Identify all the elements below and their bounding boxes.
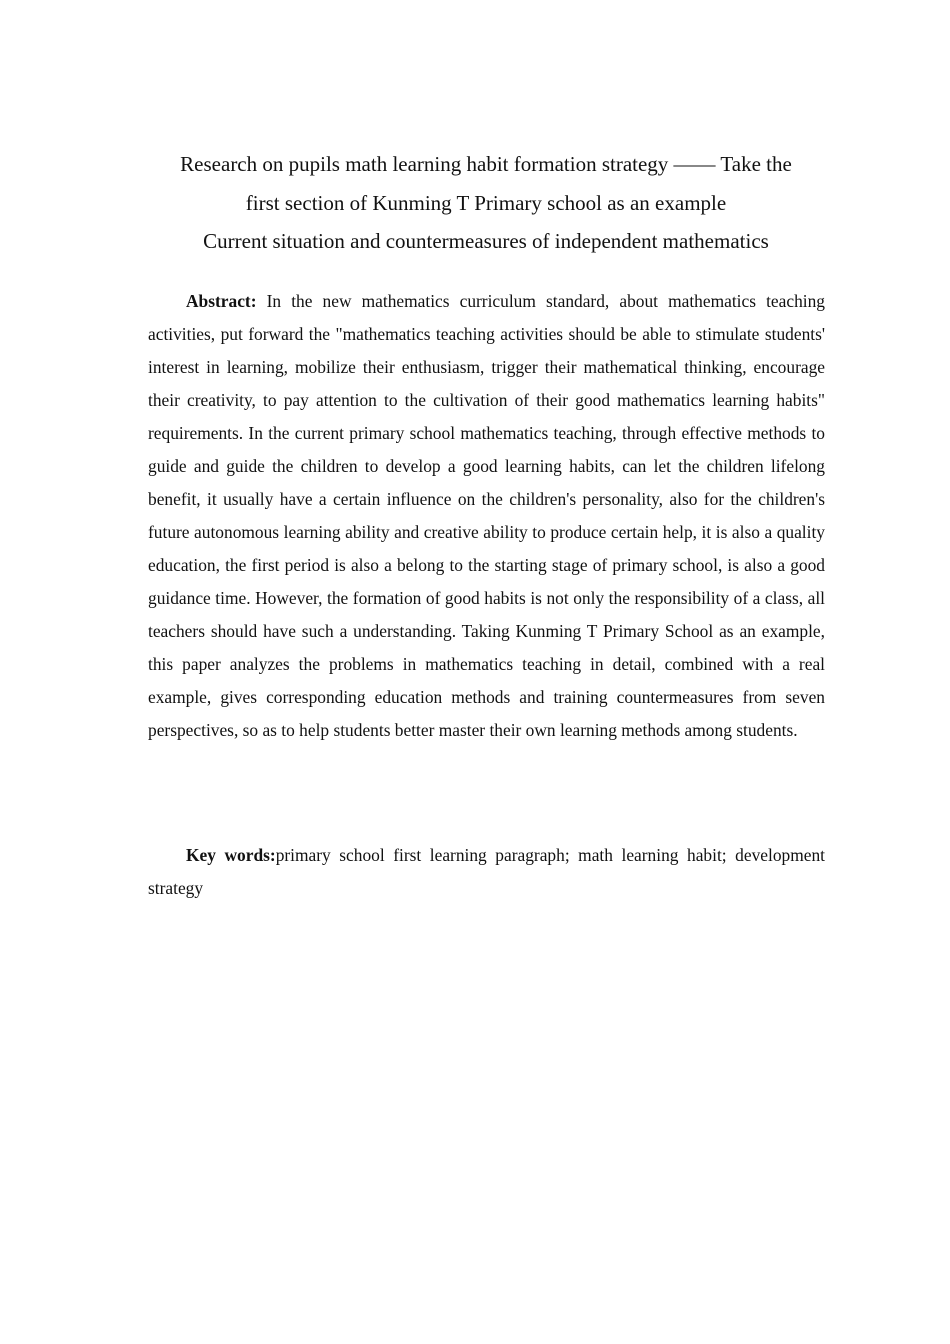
keywords-label: Key words: — [186, 845, 276, 865]
abstract-label: Abstract: — [186, 291, 257, 311]
abstract-paragraph — [148, 285, 825, 747]
abstract-text: In the new mathematics curriculum standard, about mathematics teaching activities, put forward the "mathematics teaching activities should be able to stimulate students' interest in learning, mobilize their enthusiasm, trigger their mathematical thinking, encourage their creativity, to pay attention to the cultivation of their good mathematics learning habits" requirements. In the current primary school mathematics teaching, through effective methods to guide and guide the children to develop a good learning habits, can let the children lifelong benefit, it usually have a certain influence on the children's personality, also for the children's future autonomous learning ability and creative ability to produce certain help, it is also a quality education, the first period is also a belong to the starting stage of primary school, is also a good guidance time. However, the formation of good habits is not only the responsibility of a class, all teachers should have such a understanding. Taking Kunming T Primary School as an example, this paper analyzes the problems in mathematics teaching in detail, combined with a real example, gives corresponding education methods and training countermeasures from seven perspectives, so as to help students better master their own learning methods among students. — [148, 291, 825, 740]
title-line-3: Current situation and countermeasures of independent mathematics — [203, 229, 769, 253]
title-line-1: Research on pupils math learning habit formation strategy —— Take the — [180, 152, 792, 176]
title-line-2: first section of Kunming T Primary school as an example — [245, 190, 727, 215]
keywords-paragraph — [148, 839, 825, 905]
paper-title — [140, 145, 832, 261]
keywords-text: primary school first learning paragraph; math learning habit; development strategy — [148, 845, 825, 898]
